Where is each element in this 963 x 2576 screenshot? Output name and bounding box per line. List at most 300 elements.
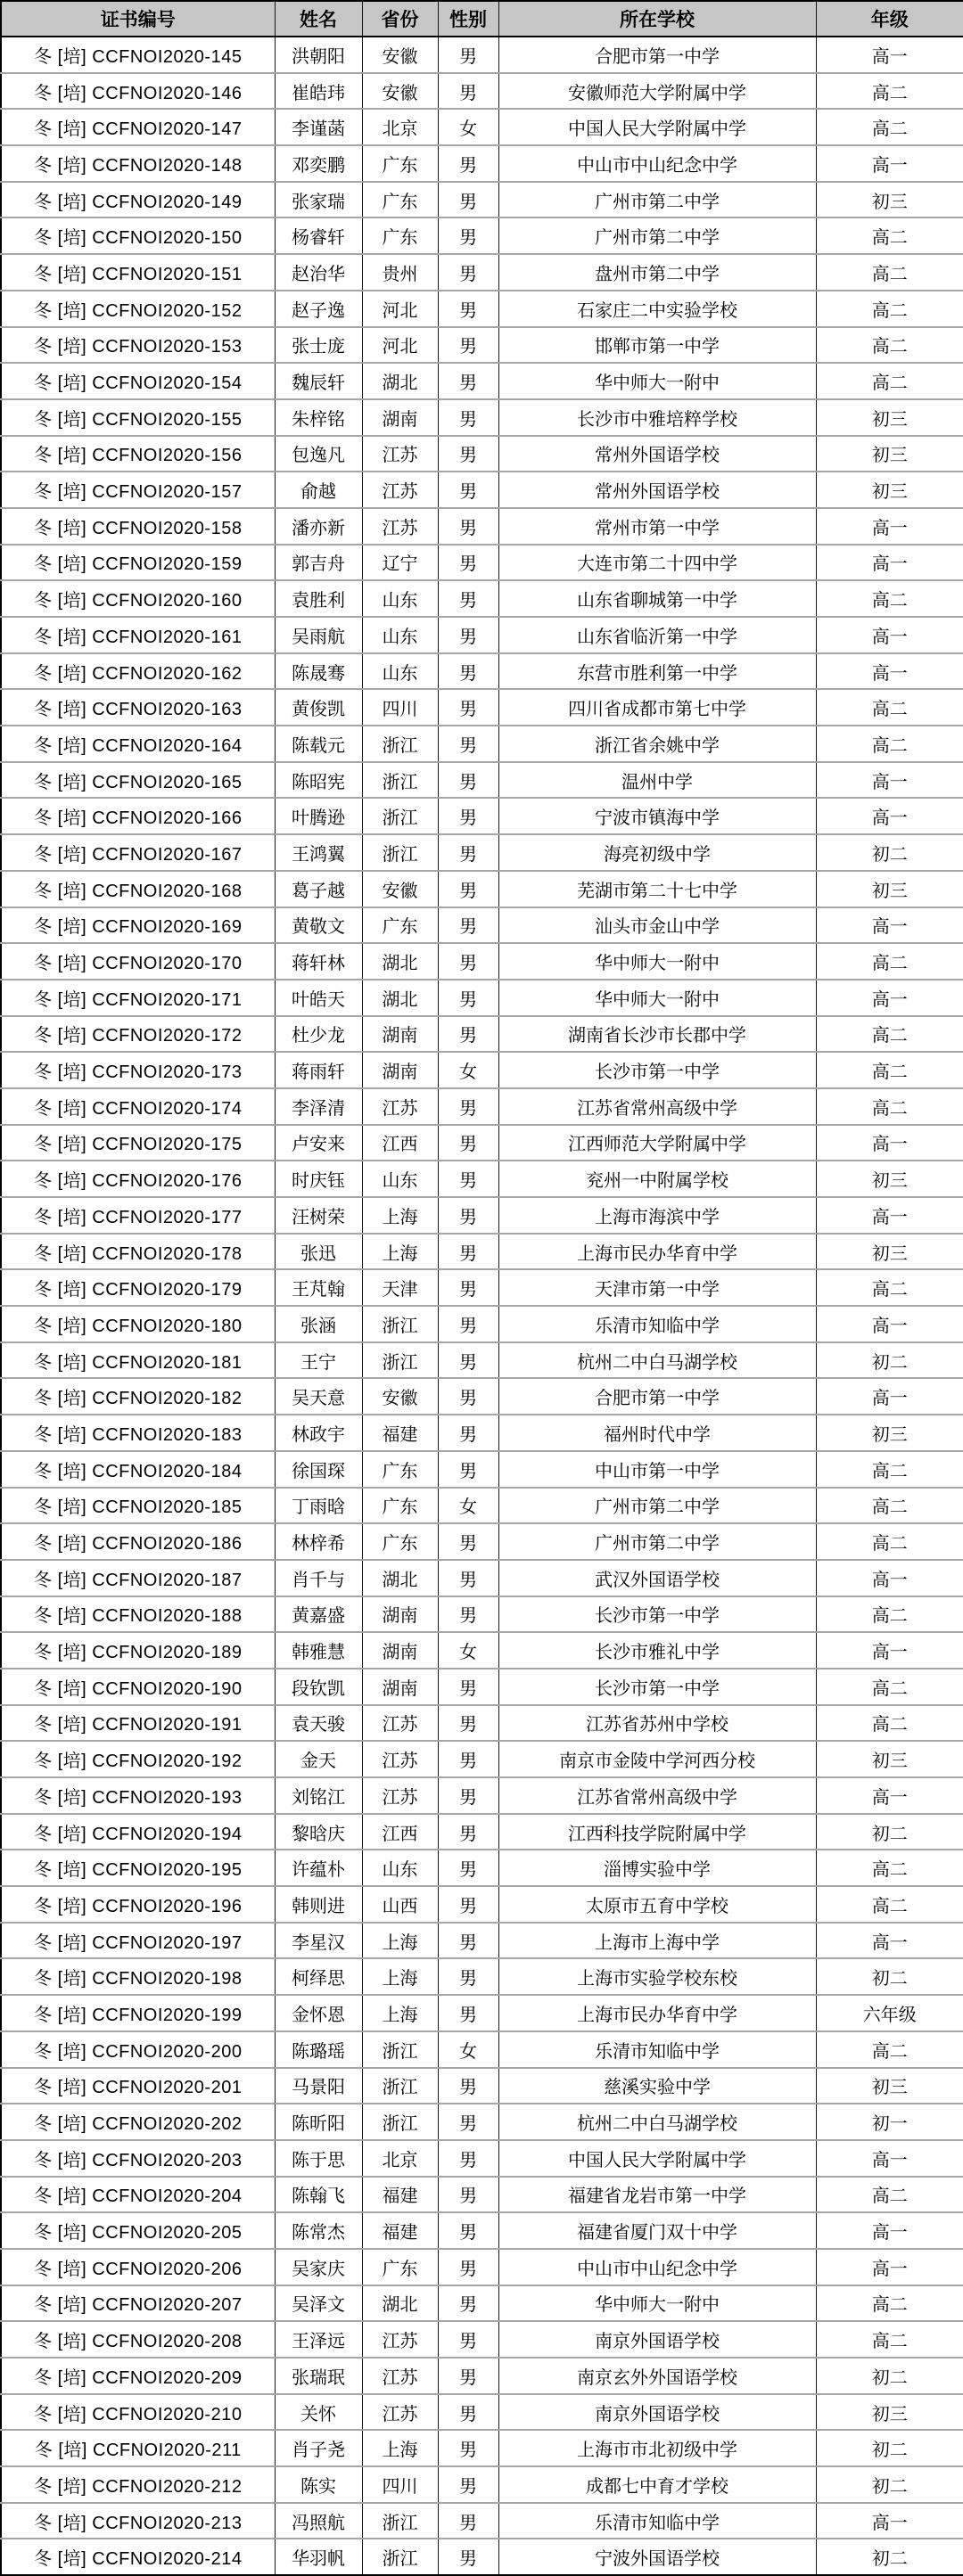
certificate-id-cell: 冬 [培] CCFNOI2020-193 <box>1 1777 275 1814</box>
gender-cell: 男 <box>438 2068 498 2104</box>
grade-cell: 初二 <box>816 2358 963 2394</box>
name-cell: 叶皓天 <box>275 980 362 1016</box>
grade-cell: 高一 <box>816 1923 963 1959</box>
school-cell: 天津市第一中学 <box>498 1269 816 1306</box>
grade-cell: 初三 <box>816 1741 963 1777</box>
school-cell: 安徽师范大学附属中学 <box>498 73 816 110</box>
school-cell: 宁波外国语学校 <box>498 2539 816 2575</box>
gender-cell: 男 <box>438 327 498 364</box>
school-cell: 盘州市第二中学 <box>498 254 816 291</box>
table-row <box>1 2140 963 2177</box>
grade-cell: 六年级 <box>816 1995 963 2031</box>
province-cell: 江苏 <box>362 508 438 545</box>
gender-cell: 男 <box>438 363 498 399</box>
gender-cell: 男 <box>438 1523 498 1560</box>
grade-cell: 高一 <box>816 2503 963 2539</box>
grade-cell: 初三 <box>816 1161 963 1197</box>
certificate-id-cell: 冬 [培] CCFNOI2020-162 <box>1 653 275 690</box>
gender-cell: 男 <box>438 545 498 581</box>
certificate-id-cell: 冬 [培] CCFNOI2020-206 <box>1 2249 275 2285</box>
table-row <box>1 1161 963 1197</box>
name-cell: 陈载元 <box>275 726 362 762</box>
certificate-id-cell: 冬 [培] CCFNOI2020-183 <box>1 1415 275 1451</box>
name-cell: 李谨菡 <box>275 109 362 145</box>
certificate-id-cell: 冬 [培] CCFNOI2020-208 <box>1 2321 275 2358</box>
name-cell: 蒋雨轩 <box>275 1052 362 1088</box>
table-row <box>1 762 963 799</box>
certificate-id-cell: 冬 [培] CCFNOI2020-209 <box>1 2358 275 2394</box>
col-header-grade: 年级 <box>816 1 963 37</box>
school-cell: 江苏省苏州中学校 <box>498 1705 816 1742</box>
school-cell: 中国人民大学附属中学 <box>498 109 816 145</box>
table-row <box>1 2358 963 2394</box>
gender-cell: 男 <box>438 291 498 327</box>
table-row <box>1 980 963 1016</box>
province-cell: 江苏 <box>362 1777 438 1814</box>
province-cell: 湖南 <box>362 1016 438 1053</box>
gender-cell: 男 <box>438 2140 498 2177</box>
province-cell: 广东 <box>362 1488 438 1524</box>
province-cell: 江西 <box>362 1125 438 1161</box>
certificate-id-cell: 冬 [培] CCFNOI2020-174 <box>1 1088 275 1125</box>
table-row <box>1 1016 963 1053</box>
gender-cell: 女 <box>438 109 498 145</box>
name-cell: 肖千与 <box>275 1560 362 1596</box>
grade-cell: 初三 <box>816 1234 963 1270</box>
name-cell: 韩则进 <box>275 1886 362 1923</box>
certificate-id-cell: 冬 [培] CCFNOI2020-146 <box>1 73 275 110</box>
school-cell: 杭州二中白马湖学校 <box>498 1342 816 1379</box>
name-cell: 黄俊凯 <box>275 689 362 726</box>
name-cell: 王宁 <box>275 1342 362 1379</box>
table-row <box>1 1741 963 1777</box>
gender-cell: 男 <box>438 798 498 834</box>
gender-cell: 男 <box>438 907 498 944</box>
grade-cell: 高二 <box>816 1488 963 1524</box>
certificate-id-cell: 冬 [培] CCFNOI2020-175 <box>1 1125 275 1161</box>
grade-cell: 高二 <box>816 73 963 110</box>
grade-cell: 高二 <box>816 1451 963 1488</box>
name-cell: 陈常杰 <box>275 2212 362 2249</box>
province-cell: 浙江 <box>362 2031 438 2068</box>
gender-cell: 男 <box>438 1560 498 1596</box>
table-row <box>1 2539 963 2575</box>
name-cell: 冯照航 <box>275 2503 362 2539</box>
name-cell: 杨睿轩 <box>275 217 362 254</box>
gender-cell: 男 <box>438 2394 498 2431</box>
header-row <box>1 1 963 37</box>
name-cell: 王芃翰 <box>275 1269 362 1306</box>
certificate-id-cell: 冬 [培] CCFNOI2020-197 <box>1 1923 275 1959</box>
school-cell: 宁波市镇海中学 <box>498 798 816 834</box>
school-cell: 上海市海滨中学 <box>498 1197 816 1234</box>
table-row <box>1 472 963 508</box>
grade-cell: 初三 <box>816 1415 963 1451</box>
school-cell: 江苏省常州高级中学 <box>498 1777 816 1814</box>
table-row <box>1 363 963 399</box>
school-cell: 乐清市知临中学 <box>498 2503 816 2539</box>
school-cell: 长沙市中雅培粹学校 <box>498 399 816 436</box>
name-cell: 吴家庆 <box>275 2249 362 2285</box>
name-cell: 陈于思 <box>275 2140 362 2177</box>
col-header-province: 省份 <box>362 1 438 37</box>
gender-cell: 男 <box>438 2212 498 2249</box>
gender-cell: 男 <box>438 217 498 254</box>
gender-cell: 男 <box>438 1669 498 1705</box>
province-cell: 湖北 <box>362 943 438 980</box>
certificate-id-cell: 冬 [培] CCFNOI2020-196 <box>1 1886 275 1923</box>
certificate-id-cell: 冬 [培] CCFNOI2020-165 <box>1 762 275 799</box>
gender-cell: 男 <box>438 2285 498 2322</box>
name-cell: 卢安来 <box>275 1125 362 1161</box>
name-cell: 陈实 <box>275 2466 362 2503</box>
school-cell: 华中师大一附中 <box>498 2285 816 2322</box>
table-row <box>1 217 963 254</box>
gender-cell: 男 <box>438 2466 498 2503</box>
school-cell: 山东省临沂第一中学 <box>498 617 816 653</box>
gender-cell: 男 <box>438 2177 498 2213</box>
gender-cell: 男 <box>438 1234 498 1270</box>
school-cell: 长沙市第一中学 <box>498 1052 816 1088</box>
certificate-id-cell: 冬 [培] CCFNOI2020-204 <box>1 2177 275 2213</box>
name-cell: 杜少龙 <box>275 1016 362 1053</box>
certificate-id-cell: 冬 [培] CCFNOI2020-169 <box>1 907 275 944</box>
name-cell: 吴天意 <box>275 1378 362 1415</box>
name-cell: 林梓希 <box>275 1523 362 1560</box>
gender-cell: 男 <box>438 1306 498 1342</box>
school-cell: 福建省龙岩市第一中学 <box>498 2177 816 2213</box>
name-cell: 时庆钰 <box>275 1161 362 1197</box>
table-row <box>1 1886 963 1923</box>
certificate-id-cell: 冬 [培] CCFNOI2020-190 <box>1 1669 275 1705</box>
table-row <box>1 1777 963 1814</box>
province-cell: 湖北 <box>362 1560 438 1596</box>
school-cell: 中山市中山纪念中学 <box>498 2249 816 2285</box>
grade-cell: 高二 <box>816 1088 963 1125</box>
certificate-id-cell: 冬 [培] CCFNOI2020-161 <box>1 617 275 653</box>
table-row <box>1 37 963 73</box>
school-cell: 华中师大一附中 <box>498 943 816 980</box>
province-cell: 山东 <box>362 1850 438 1886</box>
certificate-id-cell: 冬 [培] CCFNOI2020-172 <box>1 1016 275 1053</box>
name-cell: 邓奕鹏 <box>275 145 362 182</box>
table-row <box>1 834 963 871</box>
gender-cell: 男 <box>438 1415 498 1451</box>
province-cell: 上海 <box>362 1958 438 1995</box>
name-cell: 金天 <box>275 1741 362 1777</box>
certificate-id-cell: 冬 [培] CCFNOI2020-214 <box>1 2539 275 2575</box>
province-cell: 广东 <box>362 1451 438 1488</box>
certificate-id-cell: 冬 [培] CCFNOI2020-176 <box>1 1161 275 1197</box>
grade-cell: 高一 <box>816 2140 963 2177</box>
school-cell: 福州时代中学 <box>498 1415 816 1451</box>
school-cell: 浙江省余姚中学 <box>498 726 816 762</box>
name-cell: 陈昕阳 <box>275 2104 362 2140</box>
school-cell: 邯郸市第一中学 <box>498 327 816 364</box>
province-cell: 上海 <box>362 1197 438 1234</box>
certificate-id-cell: 冬 [培] CCFNOI2020-171 <box>1 980 275 1016</box>
gender-cell: 男 <box>438 2430 498 2466</box>
province-cell: 安徽 <box>362 37 438 73</box>
province-cell: 广东 <box>362 907 438 944</box>
school-cell: 广州市第二中学 <box>498 1488 816 1524</box>
certificate-id-cell: 冬 [培] CCFNOI2020-166 <box>1 798 275 834</box>
certificate-id-cell: 冬 [培] CCFNOI2020-198 <box>1 1958 275 1995</box>
grade-cell: 初二 <box>816 1958 963 1995</box>
name-cell: 关怀 <box>275 2394 362 2431</box>
province-cell: 上海 <box>362 1234 438 1270</box>
certificate-id-cell: 冬 [培] CCFNOI2020-178 <box>1 1234 275 1270</box>
certificate-id-cell: 冬 [培] CCFNOI2020-179 <box>1 1269 275 1306</box>
name-cell: 韩雅慧 <box>275 1632 362 1669</box>
province-cell: 浙江 <box>362 2503 438 2539</box>
name-cell: 叶腾逊 <box>275 798 362 834</box>
province-cell: 四川 <box>362 2466 438 2503</box>
province-cell: 江苏 <box>362 1741 438 1777</box>
col-header-gender: 性别 <box>438 1 498 37</box>
certificate-id-cell: 冬 [培] CCFNOI2020-168 <box>1 871 275 907</box>
gender-cell: 男 <box>438 37 498 73</box>
grade-cell: 初一 <box>816 2104 963 2140</box>
grade-cell: 初二 <box>816 834 963 871</box>
school-cell: 南京玄外外国语学校 <box>498 2358 816 2394</box>
school-cell: 合肥市第一中学 <box>498 1378 816 1415</box>
province-cell: 安徽 <box>362 73 438 110</box>
province-cell: 江苏 <box>362 2358 438 2394</box>
gender-cell: 男 <box>438 580 498 617</box>
school-cell: 南京外国语学校 <box>498 2321 816 2358</box>
grade-cell: 高一 <box>816 545 963 581</box>
province-cell: 天津 <box>362 1269 438 1306</box>
gender-cell: 男 <box>438 943 498 980</box>
province-cell: 浙江 <box>362 762 438 799</box>
school-cell: 四川省成都市第七中学 <box>498 689 816 726</box>
gender-cell: 男 <box>438 1125 498 1161</box>
gender-cell: 男 <box>438 1197 498 1234</box>
grade-cell: 高一 <box>816 762 963 799</box>
gender-cell: 女 <box>438 2031 498 2068</box>
school-cell: 上海市民办华育中学 <box>498 1995 816 2031</box>
name-cell: 吴泽文 <box>275 2285 362 2322</box>
table-row <box>1 2394 963 2431</box>
table-row <box>1 1451 963 1488</box>
grade-cell: 高二 <box>816 109 963 145</box>
table-row <box>1 1958 963 1995</box>
table-row <box>1 1850 963 1886</box>
name-cell: 肖子尧 <box>275 2430 362 2466</box>
grade-cell: 初三 <box>816 2394 963 2431</box>
grade-cell: 初三 <box>816 399 963 436</box>
province-cell: 广东 <box>362 217 438 254</box>
table-row <box>1 2068 963 2104</box>
gender-cell: 男 <box>438 145 498 182</box>
gender-cell: 男 <box>438 1596 498 1633</box>
table-row <box>1 1669 963 1705</box>
name-cell: 吴雨航 <box>275 617 362 653</box>
name-cell: 俞越 <box>275 472 362 508</box>
grade-cell: 高二 <box>816 943 963 980</box>
certificate-id-cell: 冬 [培] CCFNOI2020-212 <box>1 2466 275 2503</box>
gender-cell: 男 <box>438 1378 498 1415</box>
school-cell: 广州市第二中学 <box>498 182 816 218</box>
gender-cell: 男 <box>438 472 498 508</box>
name-cell: 陈翰飞 <box>275 2177 362 2213</box>
province-cell: 北京 <box>362 109 438 145</box>
grade-cell: 高一 <box>816 653 963 690</box>
province-cell: 浙江 <box>362 726 438 762</box>
grade-cell: 初二 <box>816 2430 963 2466</box>
col-header-name: 姓名 <box>275 1 362 37</box>
grade-cell: 高一 <box>816 1306 963 1342</box>
grade-cell: 高二 <box>816 217 963 254</box>
table-row <box>1 1596 963 1633</box>
table-row <box>1 1269 963 1306</box>
gender-cell: 男 <box>438 2249 498 2285</box>
table-row <box>1 1705 963 1742</box>
province-cell: 江苏 <box>362 2394 438 2431</box>
province-cell: 福建 <box>362 2177 438 2213</box>
grade-cell: 高一 <box>816 145 963 182</box>
table-row <box>1 109 963 145</box>
school-cell: 芜湖市第二十七中学 <box>498 871 816 907</box>
certificate-id-cell: 冬 [培] CCFNOI2020-151 <box>1 254 275 291</box>
gender-cell: 男 <box>438 2358 498 2394</box>
certificate-id-cell: 冬 [培] CCFNOI2020-201 <box>1 2068 275 2104</box>
grade-cell: 初三 <box>816 2068 963 2104</box>
table-row <box>1 1342 963 1379</box>
province-cell: 福建 <box>362 2212 438 2249</box>
province-cell: 江苏 <box>362 472 438 508</box>
school-cell: 福建省厦门双十中学 <box>498 2212 816 2249</box>
table-row <box>1 1234 963 1270</box>
school-cell: 淄博实验中学 <box>498 1850 816 1886</box>
school-cell: 南京外国语学校 <box>498 2394 816 2431</box>
certificate-id-cell: 冬 [培] CCFNOI2020-195 <box>1 1850 275 1886</box>
school-cell: 太原市五育中学校 <box>498 1886 816 1923</box>
certificate-id-cell: 冬 [培] CCFNOI2020-203 <box>1 2140 275 2177</box>
gender-cell: 男 <box>438 73 498 110</box>
school-cell: 上海市上海中学 <box>498 1923 816 1959</box>
province-cell: 江苏 <box>362 2321 438 2358</box>
table-row <box>1 1415 963 1451</box>
name-cell: 马景阳 <box>275 2068 362 2104</box>
certificate-id-cell: 冬 [培] CCFNOI2020-177 <box>1 1197 275 1234</box>
name-cell: 金怀恩 <box>275 1995 362 2031</box>
table-body <box>1 37 963 2575</box>
gender-cell: 男 <box>438 399 498 436</box>
table-row <box>1 2177 963 2213</box>
certificate-id-cell: 冬 [培] CCFNOI2020-164 <box>1 726 275 762</box>
school-cell: 石家庄二中实验学校 <box>498 291 816 327</box>
gender-cell: 女 <box>438 1052 498 1088</box>
grade-cell: 高一 <box>816 1378 963 1415</box>
name-cell: 许蕴朴 <box>275 1850 362 1886</box>
gender-cell: 男 <box>438 2503 498 2539</box>
province-cell: 浙江 <box>362 2104 438 2140</box>
gender-cell: 男 <box>438 2321 498 2358</box>
gender-cell: 女 <box>438 1632 498 1669</box>
grade-cell: 初二 <box>816 2539 963 2575</box>
certificate-id-cell: 冬 [培] CCFNOI2020-191 <box>1 1705 275 1742</box>
certificate-id-cell: 冬 [培] CCFNOI2020-186 <box>1 1523 275 1560</box>
table-row <box>1 2466 963 2503</box>
school-cell: 广州市第二中学 <box>498 1523 816 1560</box>
col-header-certificate-id: 证书编号 <box>1 1 275 37</box>
name-cell: 徐国琛 <box>275 1451 362 1488</box>
school-cell: 温州中学 <box>498 762 816 799</box>
certificate-id-cell: 冬 [培] CCFNOI2020-184 <box>1 1451 275 1488</box>
name-cell: 袁天骏 <box>275 1705 362 1742</box>
province-cell: 山西 <box>362 1886 438 1923</box>
name-cell: 葛子越 <box>275 871 362 907</box>
table-row <box>1 1632 963 1669</box>
name-cell: 张士庞 <box>275 327 362 364</box>
gender-cell: 男 <box>438 2539 498 2575</box>
grade-cell: 高二 <box>816 1669 963 1705</box>
school-cell: 长沙市第一中学 <box>498 1596 816 1633</box>
table-row <box>1 907 963 944</box>
certificate-id-cell: 冬 [培] CCFNOI2020-207 <box>1 2285 275 2322</box>
school-cell: 江苏省常州高级中学 <box>498 1088 816 1125</box>
name-cell: 王鸿翼 <box>275 834 362 871</box>
grade-cell: 高二 <box>816 1523 963 1560</box>
gender-cell: 男 <box>438 1850 498 1886</box>
province-cell: 山东 <box>362 580 438 617</box>
gender-cell: 男 <box>438 182 498 218</box>
grade-cell: 高一 <box>816 2212 963 2249</box>
province-cell: 湖南 <box>362 1632 438 1669</box>
certificate-id-cell: 冬 [培] CCFNOI2020-152 <box>1 291 275 327</box>
grade-cell: 高二 <box>816 327 963 364</box>
certificate-id-cell: 冬 [培] CCFNOI2020-192 <box>1 1741 275 1777</box>
school-cell: 上海市实验学校东校 <box>498 1958 816 1995</box>
province-cell: 广东 <box>362 1523 438 1560</box>
name-cell: 林政宇 <box>275 1415 362 1451</box>
table-row <box>1 580 963 617</box>
gender-cell: 男 <box>438 1777 498 1814</box>
grade-cell: 高二 <box>816 2177 963 2213</box>
province-cell: 湖南 <box>362 399 438 436</box>
province-cell: 浙江 <box>362 798 438 834</box>
gender-cell: 男 <box>438 508 498 545</box>
school-cell: 中山市第一中学 <box>498 1451 816 1488</box>
province-cell: 湖北 <box>362 363 438 399</box>
col-header-school: 所在学校 <box>498 1 816 37</box>
province-cell: 广东 <box>362 2249 438 2285</box>
certificate-id-cell: 冬 [培] CCFNOI2020-205 <box>1 2212 275 2249</box>
gender-cell: 男 <box>438 1451 498 1488</box>
table-row <box>1 798 963 834</box>
table-row <box>1 399 963 436</box>
table-row <box>1 1052 963 1088</box>
province-cell: 河北 <box>362 291 438 327</box>
certificate-id-cell: 冬 [培] CCFNOI2020-167 <box>1 834 275 871</box>
grade-cell: 初三 <box>816 436 963 472</box>
table-row <box>1 182 963 218</box>
gender-cell: 男 <box>438 1958 498 1995</box>
grade-cell: 高一 <box>816 1632 963 1669</box>
name-cell: 崔皓玮 <box>275 73 362 110</box>
grade-cell: 高二 <box>816 1052 963 1088</box>
grade-cell: 初二 <box>816 1342 963 1379</box>
grade-cell: 高二 <box>816 1016 963 1053</box>
certificate-id-cell: 冬 [培] CCFNOI2020-160 <box>1 580 275 617</box>
grade-cell: 高二 <box>816 1705 963 1742</box>
table-row <box>1 254 963 291</box>
table-row <box>1 436 963 472</box>
gender-cell: 男 <box>438 1741 498 1777</box>
school-cell: 华中师大一附中 <box>498 980 816 1016</box>
